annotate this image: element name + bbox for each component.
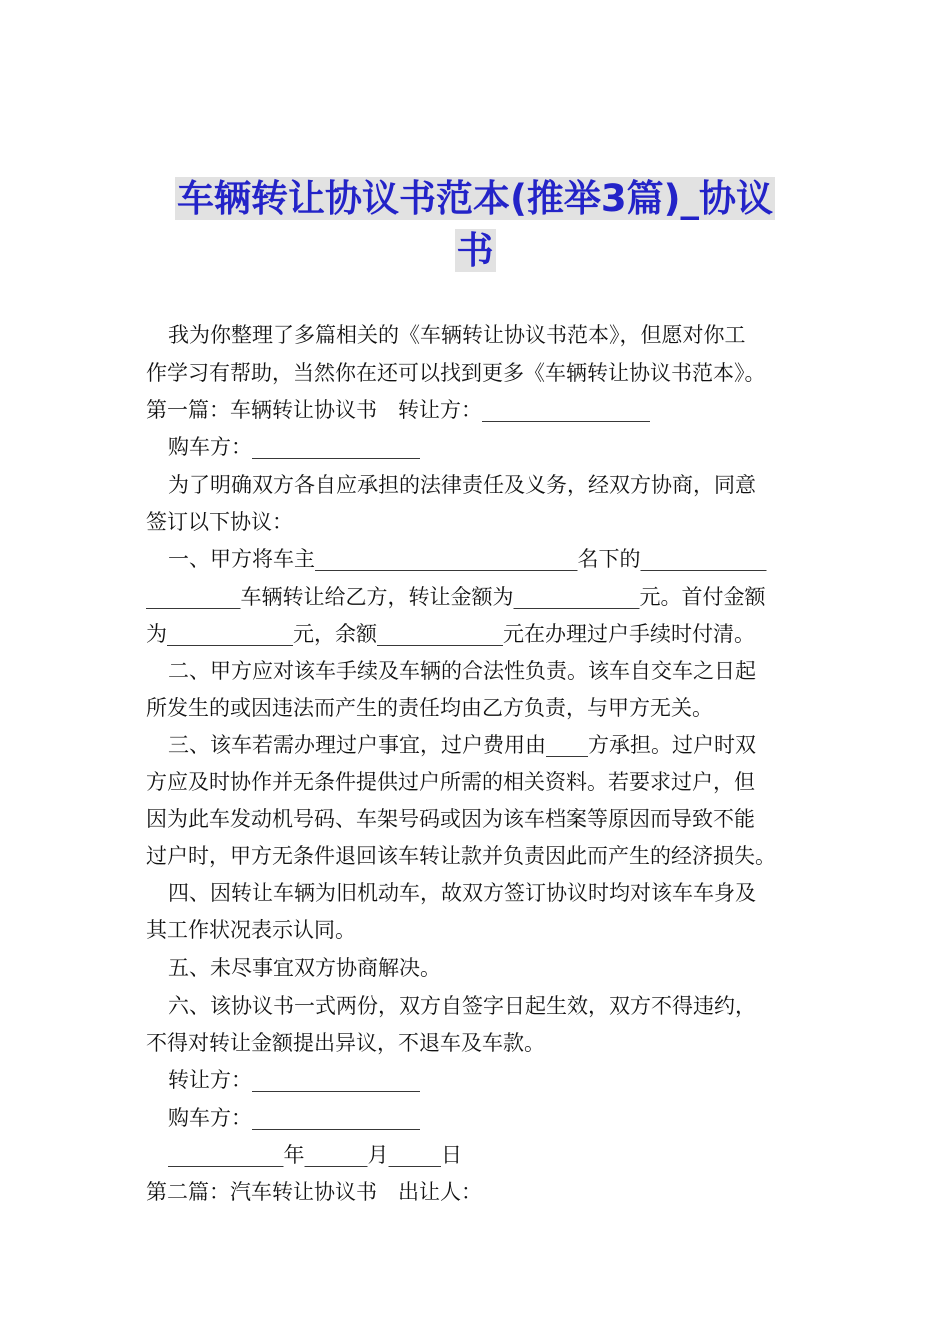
clause-3-line-1: 三、该车若需办理过户事宜，过户费用由____方承担。过户时双 — [168, 733, 756, 757]
document-title-line-1 — [0, 173, 950, 225]
buyer-line: 购车方：________________ — [168, 435, 420, 459]
purpose-line-2: 签订以下协议： — [146, 510, 293, 534]
clause-1-line-3: 为____________元，余额____________元在办理过户手续时付清。 — [146, 622, 755, 646]
clause-6-line-2: 不得对转让金额提出异议，不退车及车款。 — [146, 1031, 545, 1055]
clause-3-line-2: 方应及时协作并无条件提供过户所需的相关资料。若要求过户，但 — [146, 770, 755, 794]
signature-transferor: 转让方：________________ — [168, 1068, 420, 1092]
clause-1-line-2: _________车辆转让给乙方，转让金额为____________元。首付金额 — [146, 585, 766, 609]
section-2-heading: 第二篇：汽车转让协议书 出让人： — [146, 1180, 482, 1204]
clause-2-line-2: 所发生的或因违法而产生的责任均由乙方负责，与甲方无关。 — [146, 696, 713, 720]
purpose-line-1: 为了明确双方各自应承担的法律责任及义务，经双方协商，同意 — [168, 473, 756, 497]
clause-1-line-1: 一、甲方将车主_________________________名下的____________ — [168, 547, 767, 571]
title-text-2: 书 — [456, 229, 494, 272]
clause-6-line-1: 六、该协议书一式两份，双方自签字日起生效，双方不得违约， — [168, 994, 756, 1018]
clause-3-line-4: 过户时，甲方无条件退回该车转让款并负责因此而产生的经济损失。 — [146, 844, 776, 868]
clause-4-line-2: 其工作状况表示认同。 — [146, 918, 356, 942]
clause-5-line: 五、未尽事宜双方协商解决。 — [168, 956, 441, 980]
signature-date: ___________年______月_____日 — [168, 1143, 462, 1167]
title-text-1: 车辆转让协议书范本(推举3篇)_协议 — [176, 177, 774, 220]
intro-line-2: 作学习有帮助，当然你在还可以找到更多《车辆转让协议书范本》。 — [146, 361, 766, 385]
clause-2-line-1: 二、甲方应对该车手续及车辆的合法性负责。该车自交车之日起 — [168, 659, 756, 683]
section-1-heading: 第一篇：车辆转让协议书 转让方：________________ — [146, 398, 650, 422]
clause-3-line-3: 因为此车发动机号码、车架号码或因为该车档案等原因而导致不能 — [146, 807, 755, 831]
intro-line-1: 我为你整理了多篇相关的《车辆转让协议书范本》，但愿对你工 — [168, 323, 746, 347]
signature-buyer: 购车方：________________ — [168, 1106, 420, 1130]
clause-4-line-1: 四、因转让车辆为旧机动车，故双方签订协议时均对该车车身及 — [168, 881, 756, 905]
document-title-line-2 — [0, 225, 950, 277]
